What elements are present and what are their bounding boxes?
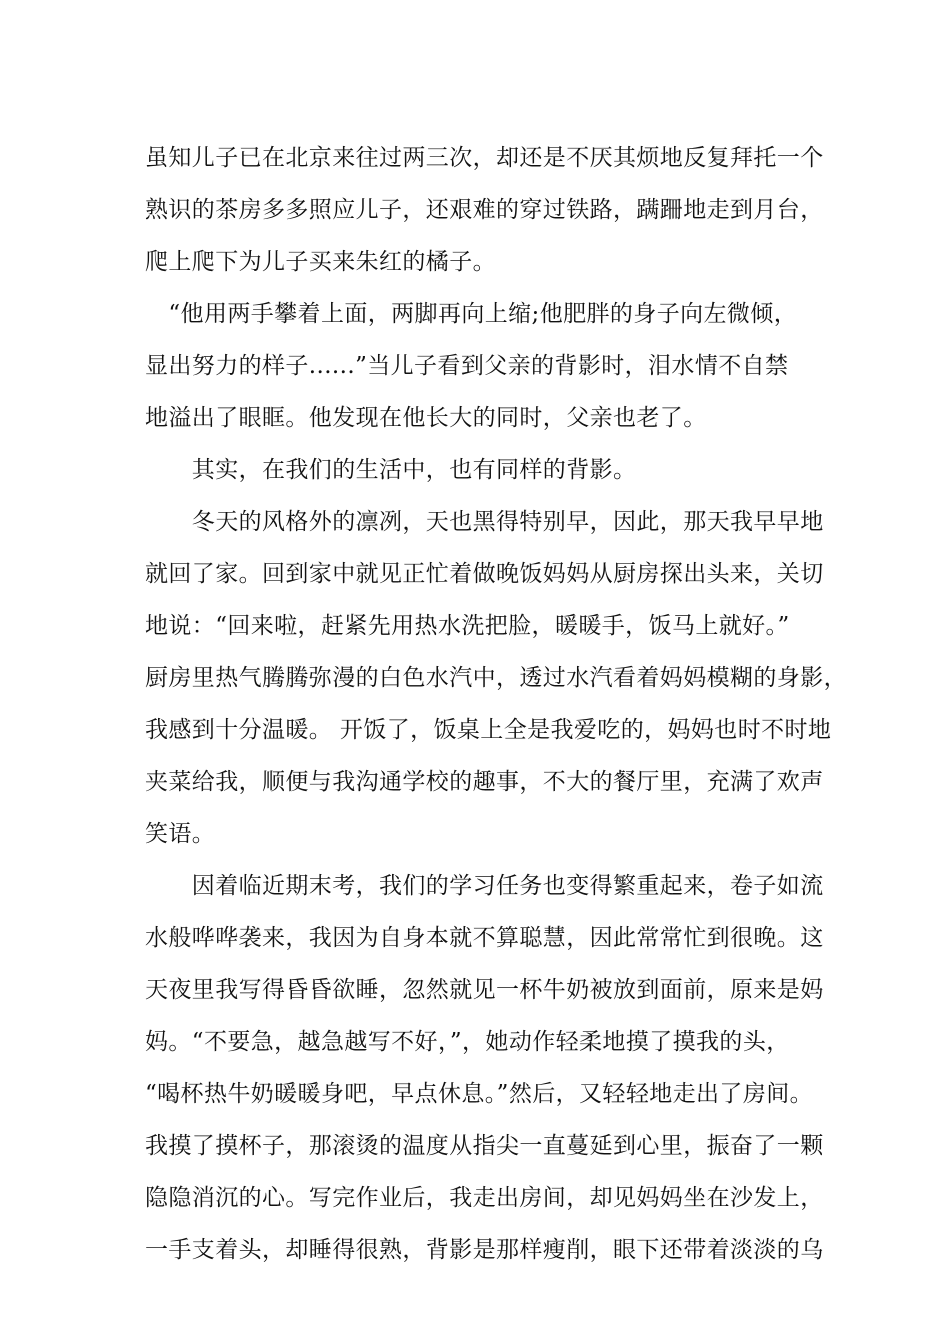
- text-line-3: 爬上爬下为儿子买来朱红的橘子。: [145, 249, 496, 275]
- text-line-18: 妈。“不要急，越急越写不好，”，她动作轻柔地摸了摸我的头，: [145, 1029, 790, 1055]
- text-line-17: 天夜里我写得昏昏欲睡，忽然就见一杯牛奶被放到面前，原来是妈: [145, 977, 824, 1003]
- text-line-15: 因着临近期末考，我们的学习任务也变得繁重起来，卷子如流: [145, 873, 824, 899]
- text-line-7: 其实，在我们的生活中，也有同样的背影。: [145, 457, 637, 483]
- text-line-10: 地说：“回来啦，赶紧先用热水洗把脸，暖暖手，饭马上就好。”: [145, 613, 790, 639]
- text-line-11: 厨房里热气腾腾弥漫的白色水汽中，透过水汽看着妈妈模糊的身影，: [145, 665, 847, 691]
- text-line-12: 我感到十分温暖。 开饭了，饭桌上全是我爱吃的，妈妈也时不时地: [145, 717, 832, 743]
- text-line-20: 我摸了摸杯子，那滚烫的温度从指尖一直蔓延到心里，振奋了一颗: [145, 1133, 824, 1159]
- text-line-22: 一手支着头，却睡得很熟，背影是那样瘦削，眼下还带着淡淡的乌: [145, 1237, 824, 1263]
- text-line-16: 水般哗哗袭来，我因为自身本就不算聪慧，因此常常忙到很晚。这: [145, 925, 824, 951]
- essay-body: [145, 132, 847, 1276]
- text-line-19: “喝杯热牛奶暖暖身吧，早点休息。”然后，又轻轻地走出了房间。: [145, 1081, 814, 1107]
- text-line-5: 显出努力的样子......”当儿子看到父亲的背影时，泪水情不自禁: [145, 353, 789, 379]
- text-line-2: 熟识的茶房多多照应儿子，还艰难的穿过铁路，蹒跚地走到月台，: [145, 197, 824, 223]
- text-line-8: 冬天的风格外的凛冽，天也黑得特别早，因此，那天我早早地: [145, 509, 824, 535]
- text-line-13: 夹菜给我，顺便与我沟通学校的趣事，不大的餐厅里，充满了欢声: [145, 769, 824, 795]
- text-line-9: 就回了家。回到家中就见正忙着做晚饭妈妈从厨房探出头来，关切: [145, 561, 824, 587]
- text-line-1: 虽知儿子已在北京来往过两三次，却还是不厌其烦地反复拜托一个: [145, 145, 824, 171]
- text-line-6: 地溢出了眼眶。他发现在他长大的同时，父亲也老了。: [145, 405, 707, 431]
- text-line-14: 笑语。: [145, 821, 216, 847]
- text-line-21: 隐隐消沉的心。写完作业后，我走出房间，却见妈妈坐在沙发上，: [145, 1185, 824, 1211]
- text-line-4: “他用两手攀着上面，两脚再向上缩;他肥胖的身子向左微倾，: [145, 301, 798, 327]
